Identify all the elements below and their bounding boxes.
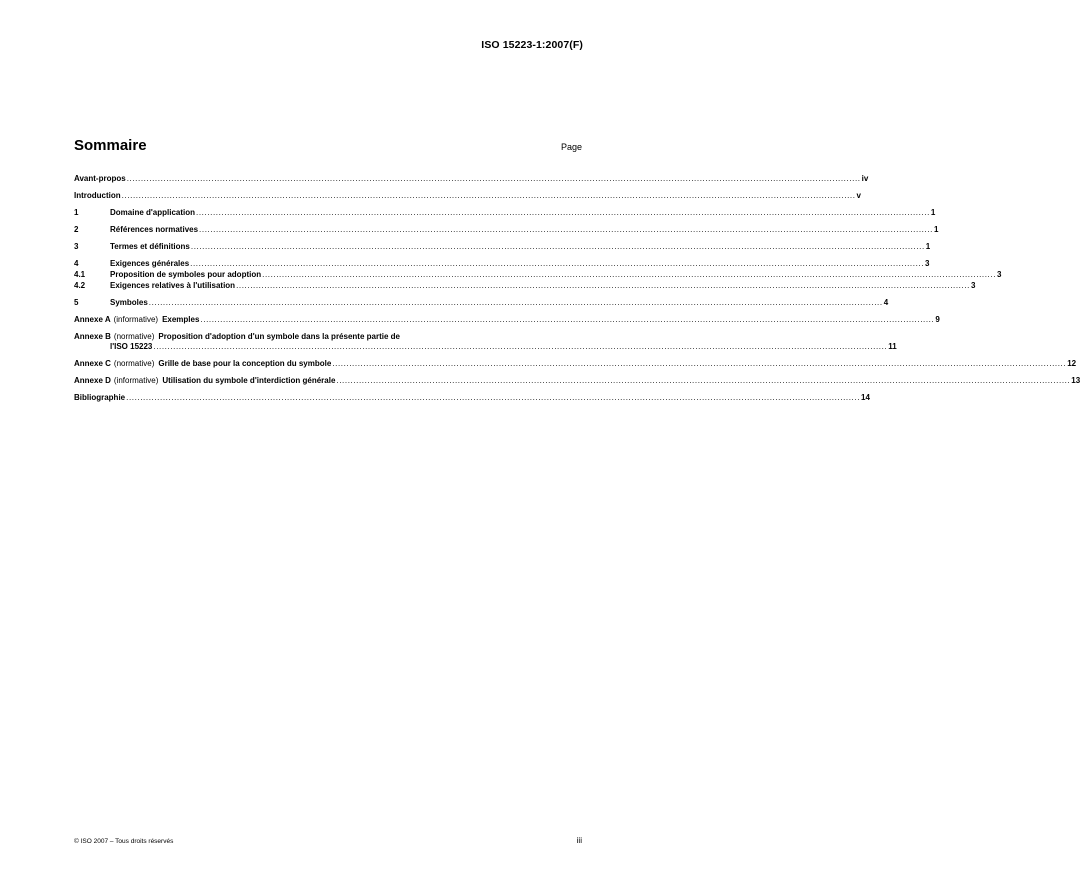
toc-entry-label: Exigences relatives à l'utilisation	[110, 281, 236, 290]
toc-entry-number: 4.1	[74, 270, 86, 279]
dot-leader	[122, 191, 856, 201]
toc-entry-label: Proposition de symboles pour adoption	[110, 270, 262, 279]
toc-entry-page: 9	[935, 315, 940, 324]
document-reference: ISO 15223-1:2007(F)	[481, 39, 583, 51]
toc-entry-label: Exigences générales	[110, 259, 190, 268]
toc-entry-label: Bibliographie	[74, 393, 126, 402]
dot-leader	[126, 393, 860, 403]
toc-entry-number: 4.2	[74, 281, 86, 290]
annex-type: (informative)	[113, 376, 159, 385]
annex-title-continuation: l'ISO 15223	[110, 342, 153, 351]
toc-entry-page: 4	[883, 298, 889, 307]
copyright-notice: © ISO 2007 – Tous droits réservés	[74, 838, 174, 845]
toc-entry-page: 3	[970, 281, 976, 290]
toc-entry-5[interactable]	[74, 298, 889, 308]
toc-entry-page: 1	[933, 225, 939, 234]
dot-leader	[336, 376, 1070, 386]
toc-entry-number: 3	[74, 242, 79, 251]
toc-entry-page: v	[856, 191, 861, 200]
dot-leader	[200, 315, 934, 325]
annex-name: Annexe D	[74, 376, 111, 385]
toc-entry-4[interactable]	[74, 259, 930, 269]
table-of-contents	[74, 174, 1080, 403]
toc-entry-label: Domaine d'application	[110, 208, 196, 217]
dot-leader	[199, 225, 933, 235]
toc-entry-number: 5	[74, 298, 79, 307]
dot-leader	[127, 174, 861, 184]
dot-leader	[332, 359, 1066, 369]
toc-entry-4-1[interactable]	[74, 270, 1002, 280]
toc-entry-label: Symboles	[110, 298, 148, 307]
toc-entry-page: 1	[925, 242, 931, 251]
toc-entry-bibliographie[interactable]	[74, 393, 870, 403]
toc-entry-annexe-d[interactable]	[74, 376, 1080, 386]
toc-entry-introduction[interactable]	[74, 191, 861, 201]
annex-name: Annexe A	[74, 315, 111, 324]
toc-entry-number: 1	[74, 208, 79, 217]
page-title: Sommaire	[74, 137, 147, 154]
toc-entry-number: 2	[74, 225, 79, 234]
toc-entry-3[interactable]	[74, 242, 931, 252]
toc-entry-annexe-a[interactable]	[74, 315, 940, 325]
toc-entry-label: Avant-propos	[74, 174, 126, 183]
annex-title: Exemples	[162, 315, 200, 324]
toc-entry-1[interactable]	[74, 208, 936, 218]
annex-title: Grille de base pour la conception du symbole	[158, 359, 332, 368]
toc-entry-page: 3	[925, 259, 930, 268]
toc-entry-page: 14	[861, 393, 870, 402]
toc-entry-page: 12	[1067, 359, 1077, 368]
toc-entry-avant-propos[interactable]	[74, 174, 869, 184]
annex-type: (normative)	[113, 359, 155, 368]
annex-type: (normative)	[113, 332, 155, 341]
toc-entry-page: 13	[1071, 376, 1080, 385]
toc-entry-label: Termes et définitions	[110, 242, 190, 251]
annex-name: Annexe C	[74, 359, 111, 368]
dot-leader	[149, 298, 883, 308]
annex-title: Utilisation du symbole d'interdiction générale	[162, 376, 336, 385]
dot-leader	[196, 208, 930, 218]
toc-entry-page: iv	[861, 174, 869, 183]
toc-entry-annexe-b[interactable]	[74, 332, 897, 352]
page-column-label: Page	[560, 142, 582, 152]
toc-entry-label: Introduction	[74, 191, 121, 200]
toc-entry-page: 3	[997, 270, 1002, 279]
dot-leader	[236, 281, 970, 291]
dot-leader	[262, 270, 996, 280]
dot-leader	[190, 259, 924, 269]
page-number: iii	[576, 836, 582, 845]
annex-title: Proposition d'adoption d'un symbole dans la présente partie de	[158, 332, 400, 341]
dot-leader	[153, 342, 887, 352]
toc-entry-page: 11	[888, 342, 897, 351]
toc-entry-page: 1	[930, 208, 936, 217]
toc-entry-number: 4	[74, 259, 79, 268]
toc-entry-annexe-c[interactable]	[74, 359, 1077, 369]
toc-entry-label: Références normatives	[110, 225, 199, 234]
toc-heading	[74, 137, 582, 154]
annex-type: (informative)	[113, 315, 159, 324]
dot-leader	[191, 242, 925, 252]
toc-entry-4-2[interactable]	[74, 281, 976, 291]
toc-entry-2[interactable]	[74, 225, 939, 235]
annex-name: Annexe B	[74, 332, 111, 341]
